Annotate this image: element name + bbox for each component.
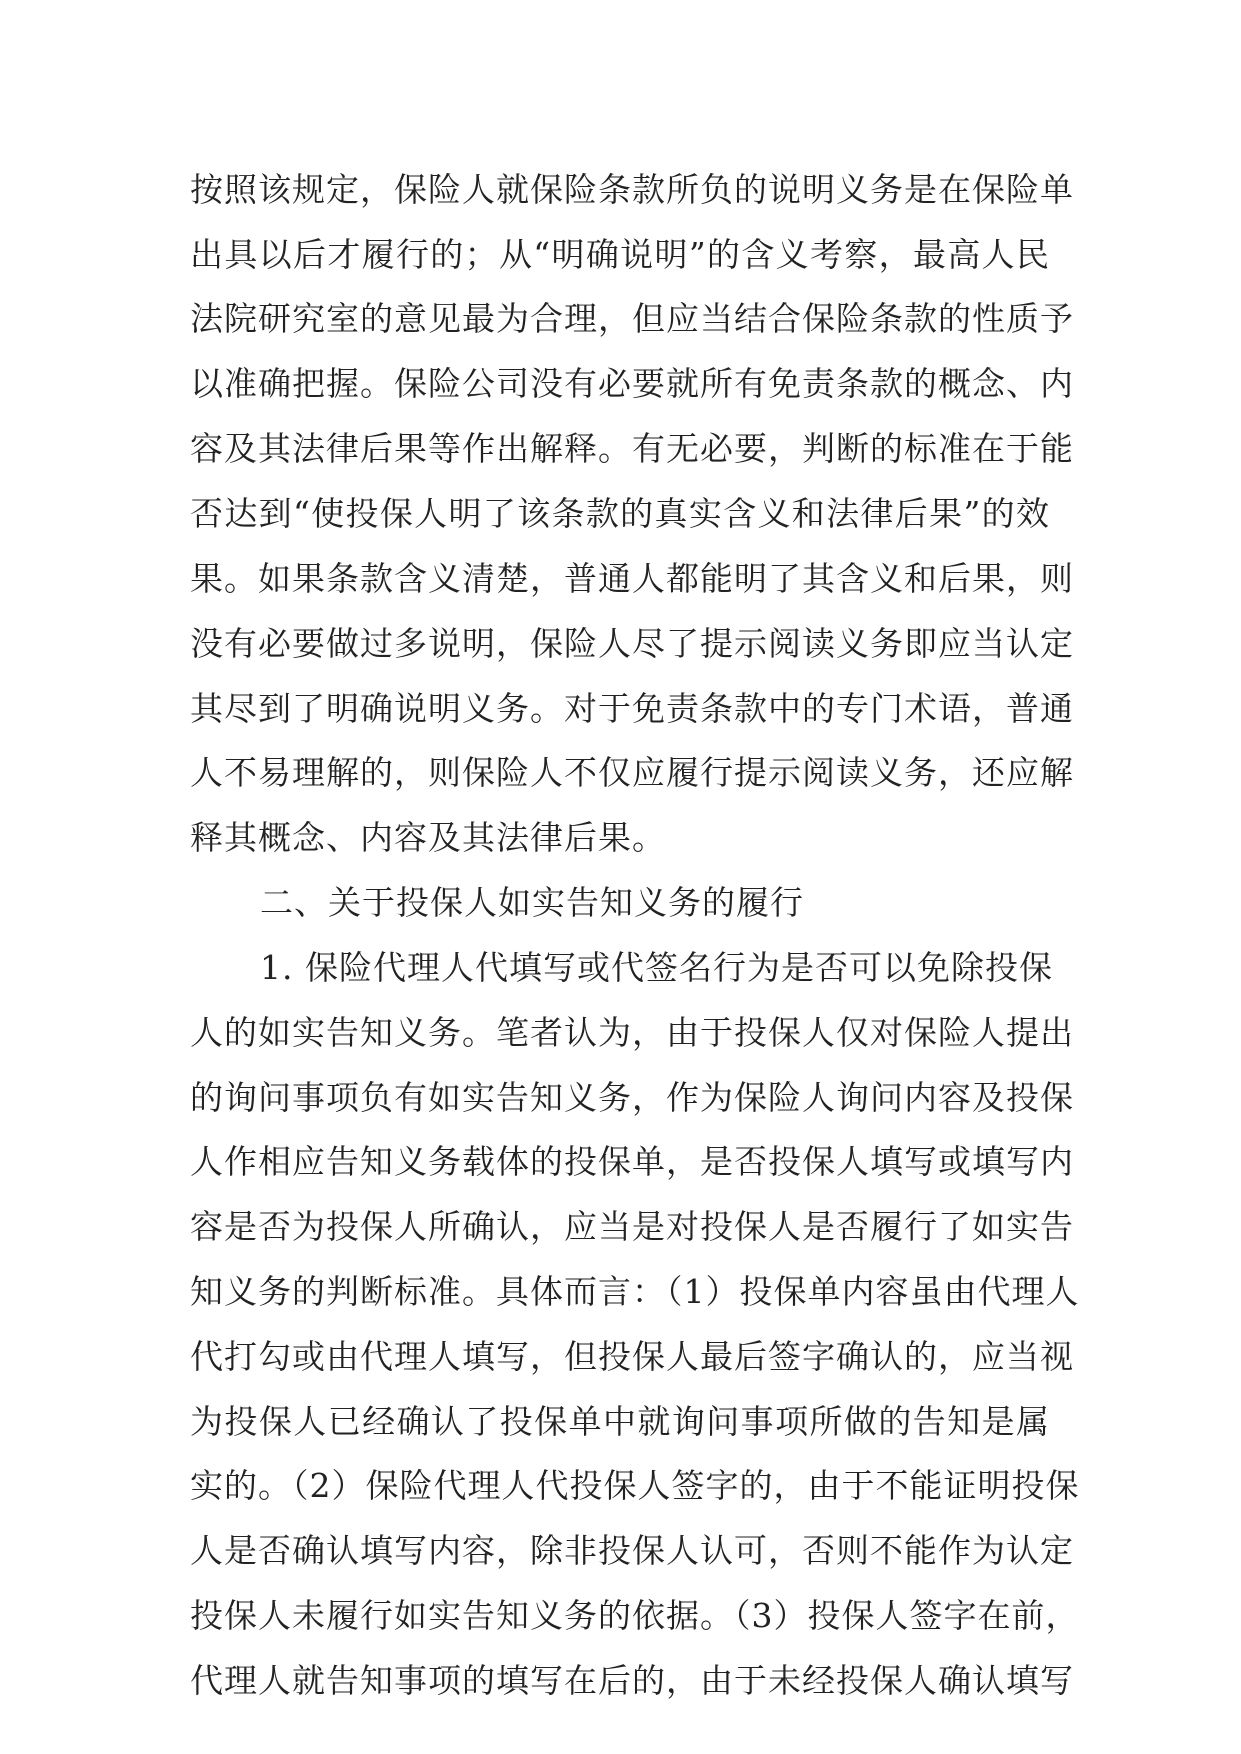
text-line-13: 1. 保险代理人代填写或代签名行为是否可以免除投保 [260,948,1053,987]
text-line-1: 按照该规定，保险人就保险条款所负的说明义务是在保险单 [190,170,1074,209]
text-line-10: 人不易理解的，则保险人不仅应履行提示阅读义务，还应解 [190,753,1074,792]
text-line-9: 其尽到了明确说明义务。对于免责条款中的专门术语，普通 [190,689,1074,728]
section-heading: 二、关于投保人如实告知义务的履行 [260,883,804,922]
text-line-17: 容是否为投保人所确认，应当是对投保人是否履行了如实告 [190,1207,1074,1246]
text-line-3: 法院研究室的意见最为合理，但应当结合保险条款的性质予 [190,299,1074,338]
text-line-18: 知义务的判断标准。具体而言：（1）投保单内容虽由代理人 [190,1272,1080,1311]
text-line-19: 代打勾或由代理人填写，但投保人最后签字确认的，应当视 [190,1337,1074,1376]
text-line-23: 投保人未履行如实告知义务的依据。（3）投保人签字在前， [190,1596,1080,1635]
text-line-24: 代理人就告知事项的填写在后的，由于未经投保人确认填写 [190,1661,1074,1700]
text-line-20: 为投保人已经确认了投保单中就询问事项所做的告知是属 [190,1402,1050,1441]
text-line-11: 释其概念、内容及其法律后果。 [190,818,666,857]
text-line-22: 人是否确认填写内容，除非投保人认可，否则不能作为认定 [190,1531,1074,1570]
text-line-6: 否达到“使投保人明了该条款的真实含义和法律后果”的效 [190,494,1050,533]
text-line-15: 的询问事项负有如实告知义务，作为保险人询问内容及投保 [190,1078,1074,1117]
text-line-5: 容及其法律后果等作出解释。有无必要，判断的标准在于能 [190,429,1074,468]
text-line-7: 果。如果条款含义清楚，普通人都能明了其含义和后果，则 [190,559,1074,598]
text-line-21: 实的。（2）保险代理人代投保人签字的，由于不能证明投保 [190,1466,1080,1505]
text-line-14: 人的如实告知义务。笔者认为，由于投保人仅对保险人提出 [190,1013,1074,1052]
text-line-8: 没有必要做过多说明，保险人尽了提示阅读义务即应当认定 [190,624,1074,663]
text-line-4: 以准确把握。保险公司没有必要就所有免责条款的概念、内 [190,364,1074,403]
text-line-16: 人作相应告知义务载体的投保单，是否投保人填写或填写内 [190,1142,1074,1181]
text-line-2: 出具以后才履行的；从“明确说明”的含义考察，最高人民 [190,235,1050,274]
